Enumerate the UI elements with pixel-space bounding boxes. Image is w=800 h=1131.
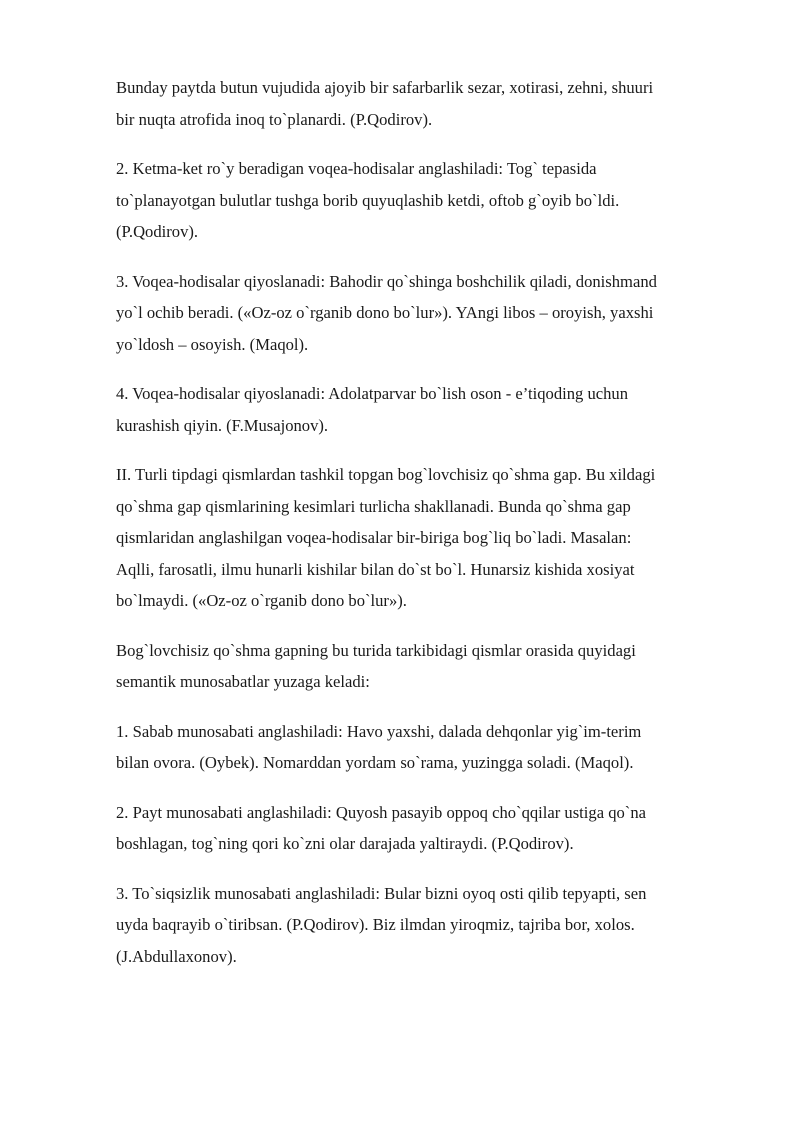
paragraph-4: 4. Voqea-hodisalar qiyoslanadi: Adolatparvar bo`lish oson - e’tiqoding uchun kurashish qiyin. (F.Musajonov). bbox=[116, 384, 629, 435]
paragraph-2: 2. Ketma-ket ro`y beradigan voqea-hodisalar anglashiladi: Tog` tepasida to`planayotgan bulutlar tushga borib quyuqlashib ketdi, oftob g`oyib bo`ldi. (P.Qodirov). bbox=[116, 159, 620, 241]
paragraph-7: 1. Sabab munosabati anglashiladi: Havo yaxshi, dalada dehqonlar yig`im-terim bilan ovora. (Oybek). Nomarddan yordam so`rama, yuzingga soladi. (Maqol). bbox=[116, 721, 642, 772]
paragraph-1: Bunday paytda butun vujudida ajoyib bir safarbarlik sezar, xotirasi, zehni, shuuri bir nuqta atrofida inoq to`planardi. (P.Qodirov). bbox=[116, 78, 654, 129]
paragraph-3: 3. Voqea-hodisalar qiyoslanadi: Bahodir qo`shinga boshchilik qiladi, donishmand yo`l ochib beradi. («Oz-oz o`rganib dono bo`lur»). YAngi libos – oroyish, yaxshi yo`ldosh – osoyish. (Maqol). bbox=[116, 271, 657, 354]
paragraph-6: Bog`lovchisiz qo`shma gapning bu turida tarkibidagi qismlar orasida quyidagi semantik munosabatlar yuzaga keladi: bbox=[116, 640, 636, 691]
paragraph-9: 3. To`siqsizlik munosabati anglashiladi: Bular bizni oyoq osti qilib tepyapti, sen uyda baqrayib o`tiribsan. (P.Qodirov). Biz ilmdan yiroqmiz, tajriba bor, xolos. (J.Abdullaxonov). bbox=[116, 883, 647, 966]
paragraph-5: II. Turli tipdagi qismlardan tashkil topgan bog`lovchisiz qo`shma gap. Bu xildagi qo`shma gap qismlarining kesimlari turlicha shakllanadi. Bunda qo`shma gap qismlaridan anglashilgan voqea-hodisalar bir-biriga bog`liq bo`ladi. Masalan: Aqlli, farosatli, ilmu hunarli kishilar bilan do`st bo`l. Hunarsiz kishida xosiyat bo`lmaydi. («Oz-oz o`rganib dono bo`lur»). bbox=[116, 465, 656, 610]
paragraph-8: 2. Payt munosabati anglashiladi: Quyosh pasayib oppoq cho`qqilar ustiga qo`na boshlagan, tog`ning qori ko`zni olar darajada yaltiraydi. (P.Qodirov). bbox=[116, 802, 646, 853]
document-body bbox=[116, 72, 738, 990]
